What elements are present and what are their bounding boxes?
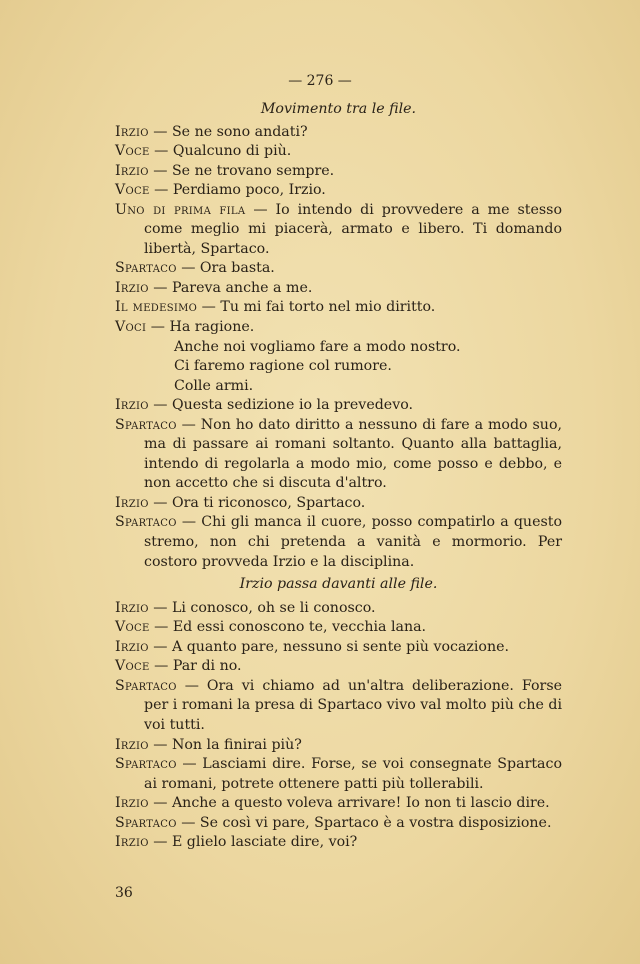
speaker-name: Voce <box>115 658 150 675</box>
speaker-name: Irzio <box>115 279 149 296</box>
speaker-name: Spartaco <box>115 677 177 694</box>
line-text: — Li conosco, oh se li conosco. <box>148 599 376 616</box>
stage-direction: Movimento tra le file. <box>260 101 417 117</box>
speaker-name: Irzio <box>115 494 149 511</box>
line-text: — Ora vi chiamo ad un'altra deliberazione. Forse per i romani la presa di Spartaco vivo val molto più che di voi tutti. <box>144 677 562 733</box>
dialogue-line <box>115 513 562 572</box>
dialogue-line <box>115 638 562 658</box>
speaker-name: Spartaco <box>115 756 177 773</box>
dialogue-line <box>115 318 562 338</box>
speaker-name: Il medesimo <box>115 299 198 316</box>
speaker-name: Spartaco <box>115 260 177 277</box>
printer-signature: 36 <box>115 885 133 901</box>
dialogue-line <box>115 142 562 162</box>
dialogue-group-a <box>115 123 562 338</box>
speaker-name: Irzio <box>115 638 149 655</box>
line-text: — Par di no. <box>149 658 242 675</box>
line-text: — Chi gli manca il cuore, posso compatirlo a questo stremo, non chi pretenda a vanità e mormorio. Per costoro provveda Irzio e la disciplina. <box>144 514 562 570</box>
dialogue-group-c <box>115 599 562 853</box>
speaker-name: Irzio <box>115 123 149 140</box>
speaker-name: Spartaco <box>115 416 177 433</box>
dialogue-line <box>115 181 562 201</box>
dialogue-line <box>115 162 562 182</box>
dialogue-line <box>115 396 562 416</box>
line-text: — Non ho dato diritto a nessuno di fare a modo suo, ma di passare ai romani soltanto. Quanto alla battaglia, intendo di regolarla a modo mio, come posso e debbo, e non accetto che si discuta d'altro. <box>144 416 562 492</box>
verse-line: Anche noi vogliamo fare a modo nostro. <box>174 338 461 355</box>
line-text: — Ha ragione. <box>146 319 255 336</box>
speaker-name: Irzio <box>115 599 149 616</box>
speaker-name: Irzio <box>115 162 149 179</box>
speaker-name: Uno di prima fila <box>115 201 246 218</box>
dialogue-line <box>115 677 562 736</box>
line-text: — Io intendo di provvedere a me stesso come meglio mi piacerà, armato e libero. Ti domando libertà, Spartaco. <box>144 201 562 257</box>
dialogue-line <box>115 599 562 619</box>
dialogue-line <box>115 123 562 143</box>
line-text: — Anche a questo voleva arrivare! Io non ti lascio dire. <box>148 795 550 812</box>
line-text: — Se così vi pare, Spartaco è a vostra disposizione. <box>176 814 552 831</box>
line-text: — Pareva anche a me. <box>148 279 313 296</box>
speaker-name: Irzio <box>115 397 149 414</box>
dialogue-line <box>115 833 562 853</box>
speaker-name: Irzio <box>115 795 149 812</box>
line-text: — Qualcuno di più. <box>149 143 292 160</box>
dialogue-line <box>115 201 562 260</box>
voci-verses <box>115 338 562 397</box>
line-text: — Ora ti riconosco, Spartaco. <box>148 494 366 511</box>
line-text: — A quanto pare, nessuno si sente più vocazione. <box>148 638 509 655</box>
speaker-name: Voce <box>115 619 150 636</box>
line-text: — Ora basta. <box>176 260 275 277</box>
page-number: — 276 — <box>288 73 352 89</box>
speaker-name: Spartaco <box>115 514 177 531</box>
speaker-name: Spartaco <box>115 814 177 831</box>
dialogue-line <box>115 416 562 494</box>
speaker-name: Irzio <box>115 834 149 851</box>
verse-line: Ci faremo ragione col rumore. <box>174 358 392 375</box>
line-text: — Ed essi conoscono te, vecchia lana. <box>149 619 427 636</box>
dialogue-line <box>115 736 562 756</box>
dialogue-line <box>115 814 562 834</box>
dialogue-line <box>115 618 562 638</box>
line-text: — Lasciami dire. Forse, se voi consegnate Spartaco ai romani, potrete ottenere patti più tollerabili. <box>144 756 562 792</box>
line-text: — E glielo lasciate dire, voi? <box>148 834 358 851</box>
dialogue-line <box>115 298 562 318</box>
line-text: — Questa sedizione io la prevedevo. <box>148 397 414 414</box>
verse-line: Colle armi. <box>174 377 254 394</box>
speaker-name: Voce <box>115 182 150 199</box>
stage-direction: Irzio passa davanti alle file. <box>239 576 438 593</box>
dialogue-line <box>115 794 562 814</box>
line-text: — Se ne trovano sempre. <box>148 162 335 179</box>
line-text: — Se ne sono andati? <box>148 123 308 140</box>
line-text: — Non la finirai più? <box>148 736 302 753</box>
text-block <box>115 100 562 853</box>
dialogue-line <box>115 657 562 677</box>
speaker-name: Irzio <box>115 736 149 753</box>
dialogue-line <box>115 494 562 514</box>
dialogue-line <box>115 755 562 794</box>
line-text: — Tu mi fai torto nel mio diritto. <box>197 299 436 316</box>
speaker-name: Voci <box>115 319 147 336</box>
dialogue-line <box>115 259 562 279</box>
speaker-name: Voce <box>115 143 150 160</box>
line-text: — Perdiamo poco, Irzio. <box>149 182 326 199</box>
dialogue-group-b <box>115 396 562 572</box>
dialogue-line <box>115 279 562 299</box>
